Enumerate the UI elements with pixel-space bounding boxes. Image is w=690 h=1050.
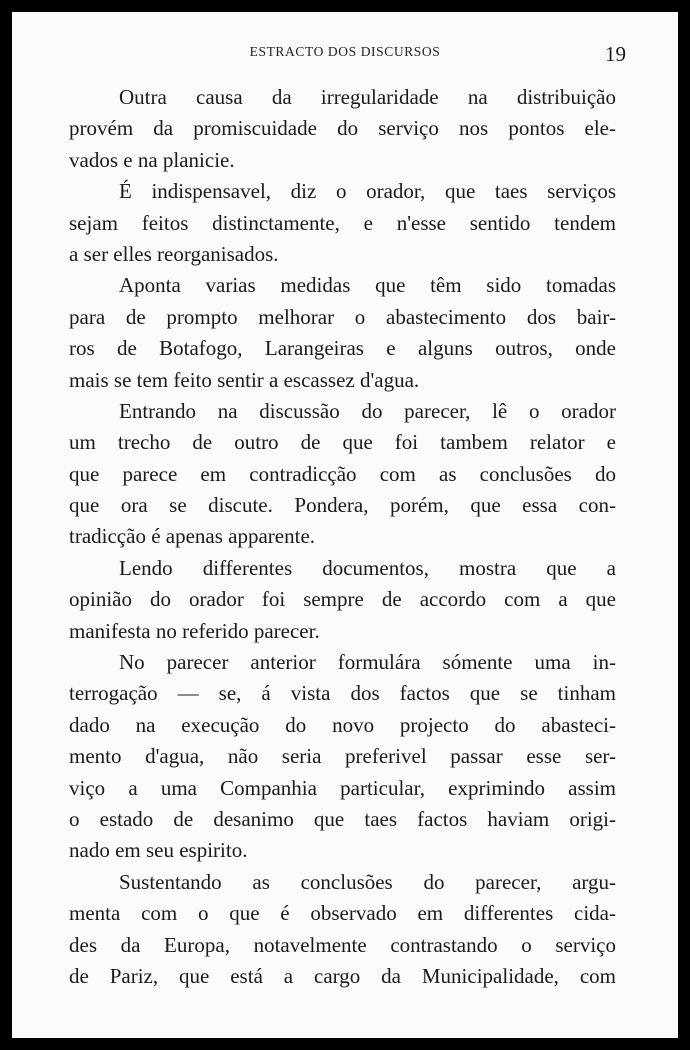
paragraph — [69, 553, 616, 647]
text-line: opinião do orador foi sempre de accordo com a que — [69, 587, 616, 612]
running-head — [12, 42, 678, 66]
body-text — [69, 82, 616, 992]
text-line: um trecho de outro de que foi tambem relator e — [69, 430, 616, 455]
text-line: vados e na planicie. — [69, 147, 235, 172]
paragraph — [69, 270, 616, 396]
text-line: menta com o que é observado em differentes cida- — [69, 901, 616, 926]
text-line: Lendo differentes documentos, mostra que a — [119, 555, 616, 580]
text-line: que parece em contradicção com as conclusões do — [69, 461, 616, 486]
text-line: mais se tem feito sentir a escassez d'agua. — [69, 367, 420, 392]
text-line: Entrando na discussão do parecer, lê o orador — [119, 398, 616, 423]
text-line: sejam feitos distinctamente, e n'esse sentido tendem — [69, 210, 616, 235]
running-title: ESTRACTO DOS DISCURSOS — [249, 44, 441, 59]
text-line: para de prompto melhorar o abastecimento dos bair- — [69, 304, 616, 329]
book-page — [12, 12, 678, 1038]
text-line: nado em seu espirito. — [69, 838, 248, 863]
text-line: mento d'agua, não seria preferivel passar esse ser- — [69, 744, 616, 769]
text-line: É indispensavel, diz o orador, que taes serviços — [119, 179, 616, 204]
text-line: Sustentando as conclusões do parecer, argu- — [119, 869, 616, 894]
text-line: manifesta no referido parecer. — [69, 618, 320, 643]
paragraph — [69, 396, 616, 553]
paragraph — [69, 867, 616, 993]
text-line: Aponta varias medidas que têm sido tomadas — [119, 273, 616, 298]
text-line: que ora se discute. Pondera, porém, que essa con- — [69, 493, 616, 518]
text-line: terrogação — se, á vista dos factos que se tinham — [69, 681, 616, 706]
text-line: ros de Botafogo, Larangeiras e alguns outros, onde — [69, 336, 616, 361]
paragraph — [69, 176, 616, 270]
text-line: de Pariz, que está a cargo da Municipalidade, com — [69, 963, 616, 988]
text-line: viço a uma Companhia particular, exprimindo assim — [69, 775, 616, 800]
text-line: o estado de desanimo que taes factos haviam origi- — [69, 806, 616, 831]
text-line: Outra causa da irregularidade na distribuição — [119, 85, 616, 109]
text-line: tradicção é apenas apparente. — [69, 524, 316, 549]
text-line: No parecer anterior formulára sómente uma in- — [119, 650, 616, 675]
paragraph — [69, 647, 616, 867]
text-line: provém da promiscuidade do serviço nos pontos ele- — [69, 116, 616, 141]
paragraph — [69, 82, 616, 176]
text-line: des da Europa, notavelmente contrastando o serviço — [69, 932, 616, 957]
text-line: dado na execução do novo projecto do abasteci- — [69, 712, 616, 737]
text-line: a ser elles reorganisados. — [69, 241, 279, 266]
page-number: 19 — [605, 42, 626, 66]
